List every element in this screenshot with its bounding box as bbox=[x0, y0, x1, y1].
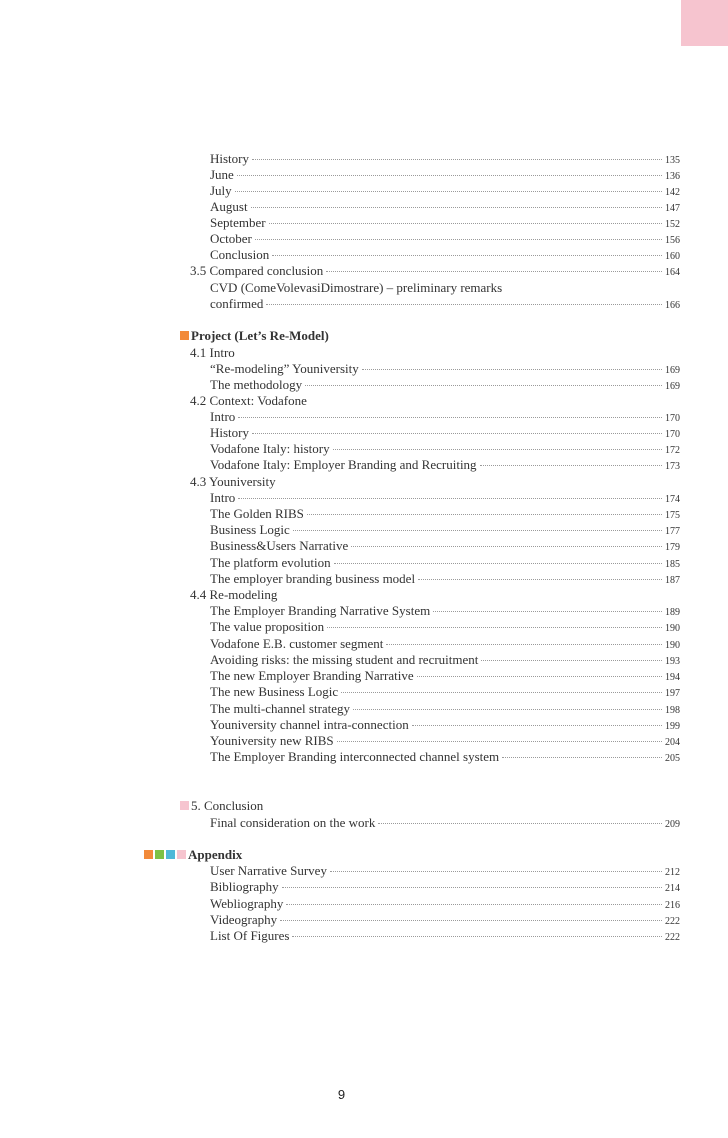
toc-entry-label: Webliography bbox=[210, 896, 284, 911]
toc-entry-label: The platform evolution bbox=[210, 555, 331, 570]
toc-entry-page: 190 bbox=[665, 640, 680, 651]
toc-entry-page: 170 bbox=[665, 429, 680, 440]
project-heading-label: Project (Let’s Re-Model) bbox=[191, 328, 329, 343]
dot-leader bbox=[502, 757, 662, 758]
toc-entry-page: 135 bbox=[665, 155, 680, 166]
dot-leader bbox=[326, 271, 662, 272]
dot-leader bbox=[266, 304, 662, 305]
subsection-4-4[interactable]: 4.4 Re-modeling bbox=[190, 587, 278, 602]
toc-entry-label: Vodafone Italy: Employer Branding and Recruiting bbox=[210, 457, 477, 472]
dot-leader bbox=[305, 385, 662, 386]
conclusion-heading[interactable] bbox=[180, 798, 263, 814]
subsection-4-3[interactable]: 4.3 Youniversity bbox=[190, 474, 276, 489]
toc-entry-page: 172 bbox=[665, 445, 680, 456]
toc-entry-page: 193 bbox=[665, 656, 680, 667]
toc-entry-bibliography[interactable] bbox=[210, 879, 680, 897]
toc-entry-label: Conclusion bbox=[210, 247, 270, 262]
toc-entry-interconnected-channel-system[interactable] bbox=[210, 749, 680, 767]
dot-leader bbox=[378, 823, 662, 824]
toc-entry-label: The multi-channel strategy bbox=[210, 701, 351, 716]
toc-entry-page: 212 bbox=[665, 867, 680, 878]
toc-entry-label: Vodafone Italy: history bbox=[210, 441, 330, 456]
dot-leader bbox=[255, 239, 662, 240]
toc-entry-label: Avoiding risks: the missing student and recruitment bbox=[210, 652, 479, 667]
dot-leader bbox=[341, 692, 662, 693]
toc-entry-label: History bbox=[210, 425, 249, 440]
toc-entry-page: 214 bbox=[665, 883, 680, 894]
toc-entry-list-of-figures[interactable] bbox=[210, 928, 680, 946]
toc-entry-label: The Golden RIBS bbox=[210, 506, 304, 521]
toc-entry-page: 136 bbox=[665, 171, 680, 182]
toc-entry-label: The Employer Branding Narrative System bbox=[210, 603, 431, 618]
dot-leader bbox=[238, 417, 662, 418]
toc-entry-page: 216 bbox=[665, 900, 680, 911]
toc-entry-page: 152 bbox=[665, 219, 680, 230]
toc-entry-vodafone-italy-employer-branding[interactable] bbox=[210, 457, 680, 475]
dot-leader bbox=[235, 191, 662, 192]
toc-entry-page: 187 bbox=[665, 575, 680, 586]
toc-entry-page: 222 bbox=[665, 932, 680, 943]
toc-entry-cvd-line1[interactable]: CVD (ComeVolevasiDimostrare) – preliminary remarks bbox=[210, 280, 503, 295]
toc-entry-cvd[interactable] bbox=[210, 296, 680, 314]
toc-entry-business-users-narrative[interactable] bbox=[210, 538, 680, 556]
dot-leader bbox=[351, 546, 662, 547]
appendix-heading-label: Appendix bbox=[188, 847, 243, 862]
toc-entry-page: 189 bbox=[665, 607, 680, 618]
toc-entry-page: 179 bbox=[665, 542, 680, 553]
toc-entry-label: Videography bbox=[210, 912, 278, 927]
toc-entry-label: Bibliography bbox=[210, 879, 279, 894]
dot-leader bbox=[307, 514, 662, 515]
toc-entry-label: Business&Users Narrative bbox=[210, 538, 349, 553]
toc-entry-page: 169 bbox=[665, 381, 680, 392]
dot-leader bbox=[480, 465, 662, 466]
toc-entry-page: 173 bbox=[665, 461, 680, 472]
green-square-icon bbox=[155, 850, 164, 859]
toc-entry-label: The employer branding business model bbox=[210, 571, 416, 586]
toc-entry-label: Final consideration on the work bbox=[210, 815, 376, 830]
toc-entry-new-business-logic[interactable] bbox=[210, 684, 680, 702]
corner-tab bbox=[681, 0, 728, 46]
toc-entry-label: List Of Figures bbox=[210, 928, 290, 943]
toc-entry-label: Youniversity new RIBS bbox=[210, 733, 334, 748]
toc-entry-compared-conclusion[interactable] bbox=[190, 263, 680, 281]
dot-leader bbox=[334, 563, 662, 564]
dot-leader bbox=[433, 611, 662, 612]
toc-entry-label: The methodology bbox=[210, 377, 303, 392]
toc-entry-page: 222 bbox=[665, 916, 680, 927]
subsection-4-1[interactable]: 4.1 Intro bbox=[190, 345, 235, 360]
pink-square-icon bbox=[177, 850, 186, 859]
conclusion-heading-label: 5. Conclusion bbox=[191, 798, 264, 813]
toc-entry-page: 175 bbox=[665, 510, 680, 521]
dot-leader bbox=[269, 223, 662, 224]
toc-entry-final-consideration[interactable] bbox=[210, 815, 680, 833]
toc-entry-page: 174 bbox=[665, 494, 680, 505]
toc-entry-page: 169 bbox=[665, 365, 680, 376]
toc-entry-page: 156 bbox=[665, 235, 680, 246]
blue-square-icon bbox=[166, 850, 175, 859]
toc-entry-label: Business Logic bbox=[210, 522, 290, 537]
toc-entry-label: The new Employer Branding Narrative bbox=[210, 668, 414, 683]
toc-entry-label: User Narrative Survey bbox=[210, 863, 327, 878]
dot-leader bbox=[330, 871, 662, 872]
toc-entry-page: 185 bbox=[665, 559, 680, 570]
dot-leader bbox=[238, 498, 662, 499]
dot-leader bbox=[333, 449, 662, 450]
dot-leader bbox=[286, 904, 662, 905]
toc-entry-label: August bbox=[210, 199, 248, 214]
toc-entry-label: “Re-modeling” Youniversity bbox=[210, 361, 359, 376]
toc-entry-employer-branding-business-model[interactable] bbox=[210, 571, 680, 589]
dot-leader bbox=[293, 530, 662, 531]
toc-entry-label: The new Business Logic bbox=[210, 684, 339, 699]
dot-leader bbox=[327, 627, 662, 628]
toc-entry-page: 166 bbox=[665, 300, 680, 311]
toc-entry-label: Vodafone E.B. customer segment bbox=[210, 636, 384, 651]
subsection-4-2[interactable]: 4.2 Context: Vodafone bbox=[190, 393, 307, 408]
toc-entry-page: 160 bbox=[665, 251, 680, 262]
toc-entry-label: September bbox=[210, 215, 266, 230]
toc-entry-value-proposition[interactable] bbox=[210, 619, 680, 637]
dot-leader bbox=[481, 660, 662, 661]
dot-leader bbox=[251, 207, 662, 208]
toc-entry-page: 164 bbox=[665, 267, 680, 278]
dot-leader bbox=[337, 741, 662, 742]
toc-entry-label: The Employer Branding interconnected channel system bbox=[210, 749, 500, 764]
dot-leader bbox=[282, 887, 662, 888]
toc-entry-page: 147 bbox=[665, 203, 680, 214]
dot-leader bbox=[280, 920, 662, 921]
page-number: 9 bbox=[337, 1087, 346, 1102]
toc-entry-label: The value proposition bbox=[210, 619, 325, 634]
toc-entry-label: July bbox=[210, 183, 232, 198]
pink-square-icon bbox=[180, 801, 189, 810]
orange-square-icon bbox=[144, 850, 153, 859]
dot-leader bbox=[418, 579, 662, 580]
toc-entry-page: 142 bbox=[665, 187, 680, 198]
dot-leader bbox=[386, 644, 662, 645]
toc-entry-page: 204 bbox=[665, 737, 680, 748]
dot-leader bbox=[237, 175, 662, 176]
toc-entry-label: confirmed bbox=[210, 296, 264, 311]
toc-entry-label: June bbox=[210, 167, 234, 182]
dot-leader bbox=[353, 709, 662, 710]
toc-entry-label: Youniversity channel intra-connection bbox=[210, 717, 409, 732]
toc-entry-page: 199 bbox=[665, 721, 680, 732]
toc-entry-page: 190 bbox=[665, 623, 680, 634]
toc-entry-page: 209 bbox=[665, 819, 680, 830]
dot-leader bbox=[362, 369, 662, 370]
appendix-heading[interactable] bbox=[144, 847, 242, 863]
dot-leader bbox=[412, 725, 662, 726]
toc-entry-page: 170 bbox=[665, 413, 680, 424]
dot-leader bbox=[252, 159, 662, 160]
toc-entry-page: 198 bbox=[665, 705, 680, 716]
dot-leader bbox=[272, 255, 662, 256]
toc-entry-page: 197 bbox=[665, 688, 680, 699]
toc-entry-label: History bbox=[210, 151, 249, 166]
project-heading[interactable] bbox=[180, 328, 329, 344]
dot-leader bbox=[252, 433, 662, 434]
toc-entry-label: Intro bbox=[210, 490, 236, 505]
dot-leader bbox=[417, 676, 662, 677]
dot-leader bbox=[292, 936, 662, 937]
toc-entry-label: October bbox=[210, 231, 252, 246]
toc-entry-page: 194 bbox=[665, 672, 680, 683]
toc-entry-label: 3.5 Compared conclusion bbox=[190, 263, 324, 278]
toc-entry-page: 205 bbox=[665, 753, 680, 764]
toc-entry-page: 177 bbox=[665, 526, 680, 537]
toc-entry-label: Intro bbox=[210, 409, 236, 424]
orange-square-icon bbox=[180, 331, 189, 340]
